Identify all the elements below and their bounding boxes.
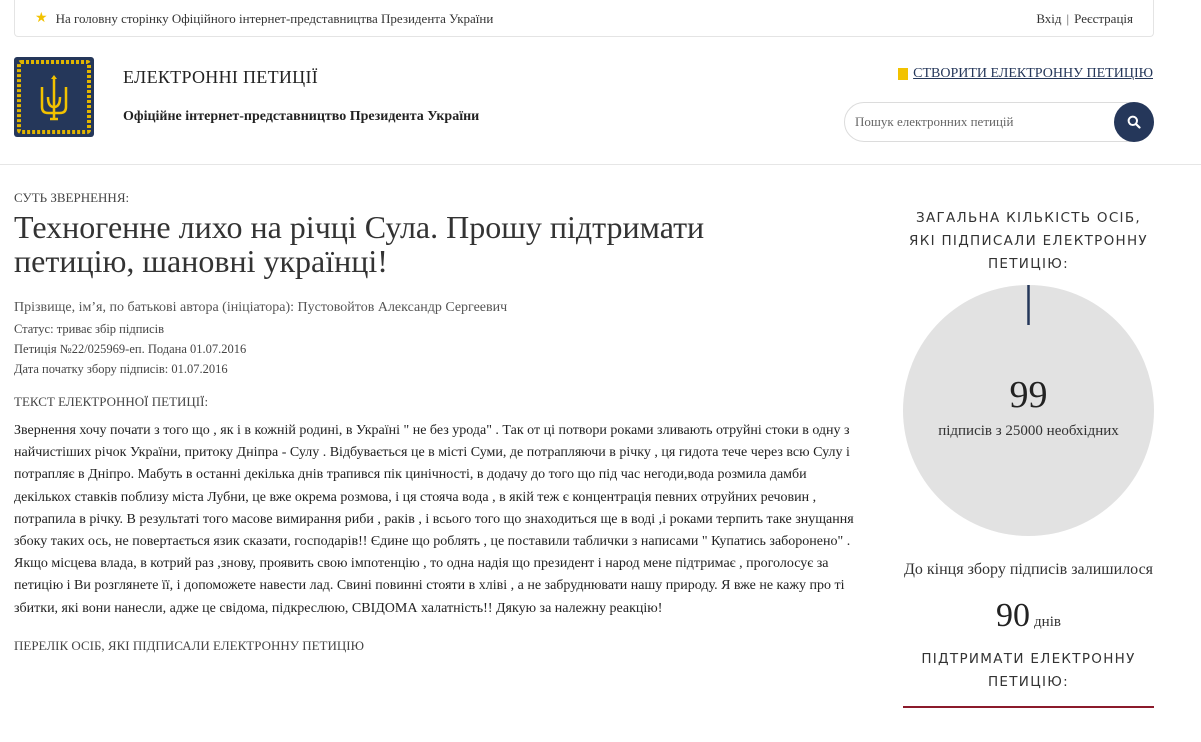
- document-icon: [898, 68, 908, 80]
- site-subtitle: Офіційне інтернет-представництво Президента України: [123, 109, 480, 124]
- petition-author: Прізвище, ім’я, по батькові автора (ініціатора): Пустовойтов Александр Сергеевич: [14, 300, 508, 315]
- search-box: [844, 102, 1154, 142]
- top-bar: [14, 0, 1154, 37]
- petition-status: Статус: триває збір підписів: [14, 322, 165, 336]
- days-remaining: [903, 597, 1154, 635]
- essence-label: СУТЬ ЗВЕРНЕННЯ:: [14, 190, 130, 205]
- star-icon: ★: [35, 11, 48, 26]
- signers-list-link[interactable]: ПЕРЕЛІК ОСІБ, ЯКІ ПІДПИСАЛИ ЕЛЕКТРОННУ ПЕТИЦІЮ: [14, 637, 364, 653]
- signatures-sidebar: [903, 207, 1154, 708]
- petition-number: Петиція №22/025969-еп. Подана 01.07.2016: [14, 342, 247, 356]
- search-icon: [1127, 115, 1141, 129]
- search-input[interactable]: [855, 111, 1105, 133]
- petition-title: Техногенне лихо на річці Сула. Прошу підтримати петицію, шановні українці!: [14, 209, 705, 279]
- site-header: [0, 37, 1201, 165]
- create-petition-label: СТВОРИТИ ЕЛЕКТРОННУ ПЕТИЦІЮ: [913, 66, 1153, 81]
- petition-text-label: ТЕКСТ ЕЛЕКТРОННОЇ ПЕТИЦІЇ:: [14, 394, 209, 409]
- petition-main: [14, 190, 864, 654]
- auth-links: [1036, 11, 1133, 27]
- site-title: ЕЛЕКТРОННІ ПЕТИЦІЇ: [123, 67, 319, 87]
- trident-logo[interactable]: [14, 57, 94, 137]
- trident-icon: [14, 57, 94, 137]
- signatures-pie: [903, 285, 1154, 536]
- days-unit: днів: [1034, 614, 1061, 630]
- login-link[interactable]: Вхід: [1036, 11, 1062, 26]
- signature-count: 99: [1009, 374, 1048, 416]
- home-link[interactable]: [35, 11, 493, 27]
- petition-start-date: Дата початку збору підписів: 01.07.2016: [14, 362, 228, 376]
- days-count: 90: [996, 597, 1031, 634]
- register-link[interactable]: Реєстрація: [1074, 11, 1133, 26]
- auth-separator: |: [1066, 11, 1070, 26]
- signatures-of-required: підписів з 25000 необхідних: [938, 423, 1119, 439]
- create-petition-link[interactable]: [898, 66, 1153, 82]
- home-link-label: На головну сторінку Офіційного інтернет-представництва Президента України: [55, 11, 494, 26]
- remaining-label: До кінця збору підписів залишилося: [903, 561, 1154, 578]
- petition-text: Звернення хочу почати з того що , як і в кожній родині, в Україні " не без урода" . Так от ці потвори роками зливають отруйні стоки в одну з найчистіших річок України, притоку Дніпра - Сулу . Відбувається це в місті Суми, де потрапляючи в річку , ця гидота тече через всю Сулу і потрапляє в Дніпро. Мабуть в останні декілька днів трапився пік цинічності, в додачу до того що під час негоди,вода розмила дамби декількох ставків поблизу міста Лубни, це вже окрема розмова, і ця стояча вода , в якій теж є концентрація певних отруйних речовин , потрапила в річку. В результаті того масове вимирання риби , раків , і всього того що знаходиться ще в воді ,і роками терпить таке знущання збоку таких ось, не повертається язик сказати, господарів!! Єдине що роблять , це поставили таблички з написами " Купатись заборонено" . Якщо місцева влада, в котрий раз ,знову, проявить свою імпотенцію , то одна надія що президент і народ мене підтримає , проголосує за петицію і Ви розглянете її, і допоможете навести лад. Свині повинні стояти в хліві , а не забруднювати нашу природу. Я вже не кажу про ті збитки, які вони нанесли, адже це свідома, підкреслюю, СВІДОМА халатність!! Дякую за належну реакцію!: [14, 423, 854, 616]
- search-button[interactable]: [1114, 102, 1154, 142]
- support-divider: [903, 706, 1154, 708]
- support-label: ПІДТРИМАТИ ЕЛЕКТРОННУ ПЕТИЦІЮ:: [921, 651, 1136, 690]
- total-signatures-label: ЗАГАЛЬНА КІЛЬКІСТЬ ОСІБ, ЯКІ ПІДПИСАЛИ ЕЛЕКТРОННУ ПЕТИЦІЮ:: [909, 210, 1148, 272]
